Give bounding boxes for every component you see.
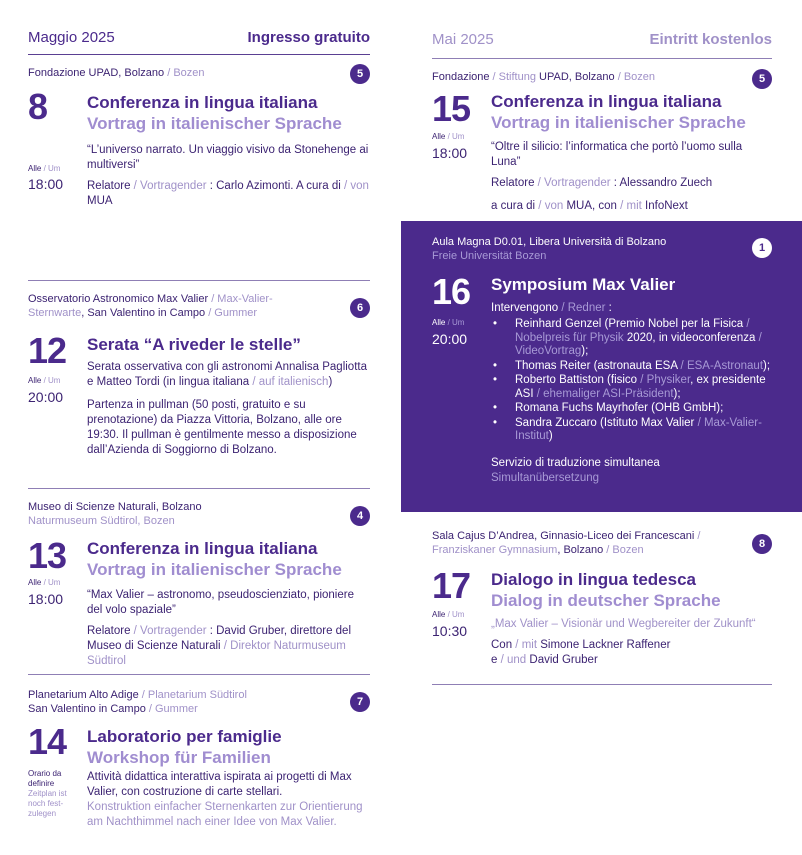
event-body — [491, 569, 772, 668]
event-14 — [28, 675, 370, 855]
event-quote: “Max Valier – astronomo, pseudoscienziato, pioniere del volo spaziale” — [87, 589, 354, 616]
event-cura: a cura di / von MUA, con / mit InfoNext — [491, 200, 688, 212]
event-12 — [28, 281, 370, 477]
event-con: Con / mit Simone Lackner Raffener — [491, 639, 671, 651]
event-title: Laboratorio per famiglie — [87, 727, 282, 746]
event-speaker: Relatore / Vortragender : David Gruber, direttore del Museo di Scienze Naturali / Direktor Naturmuseum Südtirol — [87, 625, 352, 667]
event-17-wrap — [432, 512, 772, 685]
right-header — [401, 28, 802, 50]
list-item: • Thomas Reiter (astronauta ESA / ESA-Astronaut); — [491, 360, 772, 374]
event-title-de: Workshop für Familien — [87, 748, 271, 767]
event-day: 13 — [28, 535, 67, 576]
event-title: Conferenza in lingua italiana — [87, 539, 318, 558]
event-body — [491, 274, 772, 486]
time-label: Alle / Um — [28, 164, 61, 173]
left-column — [28, 0, 370, 855]
map-badge: 4 — [350, 506, 370, 526]
event-speaker: Relatore / Vortragender : Carlo Azimonti. A cura di / von MUA — [87, 180, 369, 207]
event-quote: „Max Valier – Visionär und Wegbereiter der Zukunft“ — [491, 618, 756, 630]
speakers-intro: Intervengono / Redner : — [491, 302, 612, 314]
event-time: 20:00 — [28, 389, 64, 405]
event-title: Serata “A riveder le stelle” — [87, 335, 301, 354]
month-label: Mai 2025 — [432, 30, 494, 48]
event-title-de: Vortrag in italienischer Sprache — [87, 560, 342, 579]
entry-label: Eintritt kostenlos — [649, 30, 772, 48]
event-13 — [28, 489, 370, 674]
event-title-de: Vortrag in italienischer Sprache — [491, 113, 746, 132]
event-body — [87, 334, 370, 458]
speaker-list — [491, 318, 772, 444]
list-item: • Sandra Zuccaro (Istituto Max Valier / Max-Valier-Institut) — [491, 417, 772, 444]
translation-service: Servizio di traduzione simultanea Simultanübersetzung — [491, 456, 660, 484]
event-17 — [432, 512, 772, 684]
event-body — [87, 92, 370, 209]
event-desc: Serata osservativa con gli astronomi Annalisa Pagliotta e Matteo Tordi (in lingua italiana / auf italienisch) — [87, 361, 367, 388]
event-venue: Sala Cajus D’Andrea, Ginnasio-Liceo dei Francescani / Franziskaner Gymnasium, Bolzano / Bozen — [432, 530, 701, 556]
event-body — [87, 726, 370, 830]
time-label: Alle / Um — [432, 610, 465, 619]
event-e: e / und David Gruber — [491, 654, 598, 666]
map-badge: 8 — [752, 534, 772, 554]
time-label: Alle / Um — [28, 578, 61, 587]
event-venue: Fondazione / Stiftung UPAD, Bolzano / Bozen — [432, 71, 656, 83]
event-time: 10:30 — [432, 623, 468, 639]
event-quote: “Oltre il silicio: l’informatica che portò l’uomo sulla Luna” — [491, 141, 743, 168]
event-venue: Aula Magna D0.01, Libera Università di Bolzano Freie Universität Bozen — [432, 236, 667, 262]
event-body — [87, 538, 370, 669]
time-label: Alle / Um — [432, 318, 465, 327]
event-day: 12 — [28, 330, 67, 371]
event-title: Symposium Max Valier — [491, 275, 676, 294]
map-badge: 7 — [350, 692, 370, 712]
event-speaker: Relatore / Vortragender : Alessandro Zuech — [491, 177, 713, 189]
month-label: Maggio 2025 — [28, 28, 115, 46]
event-venue: Museo di Scienze Naturali, Bolzano Naturmuseum Südtirol, Bozen — [28, 501, 202, 527]
event-day: 14 — [28, 721, 67, 762]
event-day: 8 — [28, 86, 48, 127]
entry-label: Ingresso gratuito — [247, 28, 370, 46]
event-day: 15 — [432, 88, 471, 129]
event-title: Dialogo in lingua tedesca — [491, 570, 696, 589]
event-body — [491, 91, 772, 214]
event-title: Conferenza in lingua italiana — [87, 93, 318, 112]
event-venue: Fondazione UPAD, Bolzano / Bozen — [28, 67, 205, 79]
event-title-de: Dialog in deutscher Sprache — [491, 591, 721, 610]
list-item: • Reinhard Genzel (Premio Nobel per la Fisica / Nobelpreis für Physik 2020, in videoconferenza / VideoVortrag); — [491, 318, 772, 359]
event-title: Conferenza in lingua italiana — [491, 92, 722, 111]
event-title-de: Vortrag in italienischer Sprache — [87, 114, 342, 133]
event-16-highlight — [401, 221, 802, 512]
map-badge: 1 — [752, 238, 772, 258]
event-time: 18:00 — [432, 145, 468, 161]
event-time: 18:00 — [28, 591, 64, 607]
event-venue: Osservatorio Astronomico Max Valier / Max-Valier-Sternwarte, San Valentino in Campo / Gummer — [28, 293, 273, 319]
event-time: 20:00 — [432, 331, 468, 347]
map-badge: 5 — [350, 64, 370, 84]
event-16 — [432, 221, 772, 512]
right-column — [401, 0, 802, 221]
event-desc-de: Konstruktion einfacher Sternenkarten zur Orientierung am Nachthimmel nach einer Idee von Max Valier. — [87, 801, 363, 828]
time-label: Orario da definire Zeitplan ist noch fest-zulegen — [28, 769, 67, 818]
left-header — [28, 26, 370, 48]
event-8 — [28, 55, 370, 225]
event-day: 17 — [432, 565, 471, 606]
event-15 — [432, 59, 772, 221]
time-label: Alle / Um — [28, 376, 61, 385]
list-item: • Roberto Battiston (fisico / Physiker, ex presidente ASI / ehemaliger ASI-Präsident); — [491, 374, 772, 401]
event-venue: Planetarium Alto Adige / Planetarium Südtirol San Valentino in Campo / Gummer — [28, 689, 247, 715]
event-time: 18:00 — [28, 176, 64, 192]
event-quote: “L’universo narrato. Un viaggio visivo da Stonehenge ai multiversi” — [87, 144, 369, 171]
event-day: 16 — [432, 271, 471, 312]
map-badge: 6 — [350, 298, 370, 318]
list-item: • Romana Fuchs Mayrhofer (OHB GmbH); — [491, 402, 772, 416]
map-badge: 5 — [752, 69, 772, 89]
time-label: Alle / Um — [432, 132, 465, 141]
divider — [432, 684, 772, 685]
event-desc: Attività didattica interattiva ispirata ai progetti di Max Valier, con costruzione di carte stellari. — [87, 771, 352, 798]
event-desc-2: Partenza in pullman (50 posti, gratuito e su prenotazione) da Piazza Vittoria, Bolzano, alle ore 19:30. Il pullman è gentilmente messo a disposizione dall’Azienda di Soggiorno di Bolzano. — [87, 399, 357, 456]
